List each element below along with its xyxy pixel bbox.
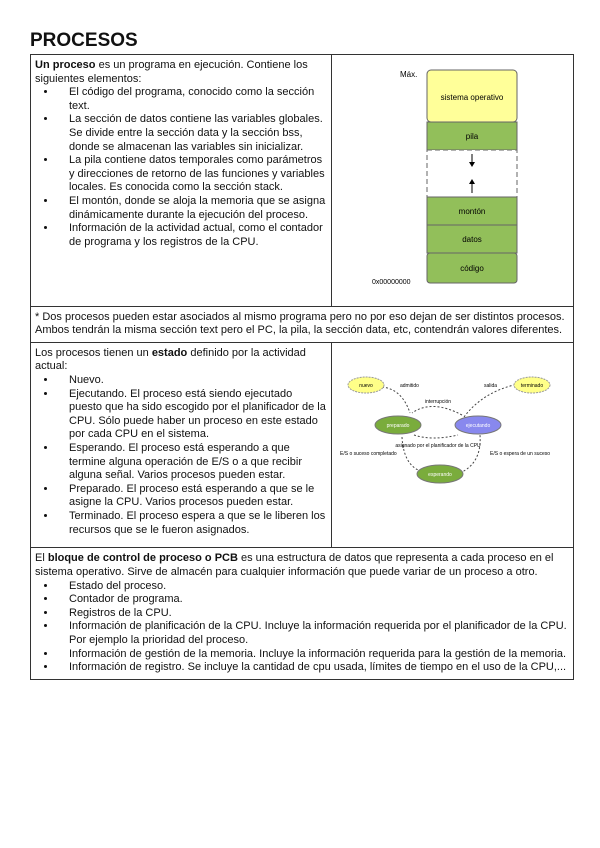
intro: es un programa en ejecución. Contiene los siguientes elementos:: [35, 59, 308, 85]
label: asignado por el planificador de la CPU: [395, 442, 481, 449]
segment-label: montón: [458, 207, 486, 216]
label: preparado: [386, 422, 410, 429]
term: bloque de control de proceso o PCB: [47, 552, 238, 565]
label: ejecutando: [465, 422, 491, 429]
note-text: * Dos procesos pueden estar asociados al mismo programa pero no por eso dejan de ser distintos procesos. Ambos tendrán la misma sección text pero el PC, la pila, la sección data, etc, contendrán valores diferentes.: [35, 310, 565, 337]
list-item: • Información de planificación de la CPU. Incluye la información requerida por el planificador de la CPU. Por ejemplo la prioridad del proceso.: [57, 620, 569, 647]
term: estado: [151, 346, 188, 359]
list-item: • La sección de datos contiene las variables globales. Se divide entre la sección data y la sección bss, donde se almacenan las variables sin inicializar.: [57, 113, 327, 154]
segment-label: código: [460, 264, 484, 273]
states-cell: [31, 342, 332, 548]
list-item: • El código del programa, conocido como la sección text.: [57, 86, 327, 113]
term: Un proceso: [35, 59, 96, 71]
elements-list: [57, 86, 327, 249]
note-cell: [31, 306, 574, 342]
max-label: Máx.: [400, 70, 418, 79]
list-item: • Información de gestión de la memoria. Incluye la información requerida para la gestión de la memoria.: [57, 648, 569, 662]
list-item: • Registros de la CPU.: [57, 607, 569, 621]
label: nuevo: [359, 382, 373, 389]
pcb-list: [57, 580, 569, 675]
label: esperando: [428, 471, 452, 478]
label: terminado: [520, 382, 544, 389]
text: definido por la actividad actual:: [35, 346, 306, 373]
list-item: • Contador de programa.: [57, 593, 569, 607]
state-diagram: [332, 343, 573, 543]
content-table: [30, 54, 574, 680]
list-item: • Nuevo.: [57, 374, 327, 388]
list-item: • El montón, donde se aloja la memoria que se asigna dinámicamente durante la ejecución del proceso.: [57, 195, 327, 222]
label: admitido: [400, 382, 419, 389]
label: E/S o suceso completado: [340, 450, 397, 457]
process-definition-cell: [31, 55, 332, 307]
segment-label: sistema operativo: [440, 93, 504, 102]
label: E/S o espera de un suceso: [490, 450, 551, 457]
list-item: • Esperando. El proceso está esperando a que termine alguna operación de E/S o a que recibir alguna señal. Varios procesos pueden estar.: [57, 442, 327, 483]
state-diagram-cell: [332, 342, 574, 548]
memory-diagram: [332, 55, 573, 301]
text: El: [35, 552, 48, 565]
list-item: • Terminado. El proceso espera a que se le liberen los recursos que se le fueron asignados.: [57, 510, 327, 537]
list-item: • Información de la actividad actual, como el contador de programa y los registros de la CPU.: [57, 222, 327, 249]
pcb-cell: [31, 548, 574, 679]
states-list: [57, 374, 327, 537]
min-label: 0x00000000: [372, 279, 411, 286]
list-item: • Ejecutando. El proceso está siendo ejecutado puesto que ha sido escogido por el planificador de la CPU. Sólo puede haber un proceso en este estado por cada CPU en el sistema.: [57, 388, 327, 442]
page-title: PROCESOS: [30, 30, 138, 51]
label: interrupción: [424, 398, 452, 405]
text: es una estructura de datos que representa a cada proceso en el sistema operativo. Sirve de almacén para cualquier información que puede variar de un proceso a otro.: [35, 552, 554, 578]
list-item: • Información de registro. Se incluye la cantidad de cpu usada, límites de tiempo en el uso de la CPU,...: [57, 661, 569, 675]
segment-label: datos: [462, 235, 482, 244]
list-item: • La pila contiene datos temporales como parámetros y direcciones de retorno de las funciones y variables locales. Es conocida como la sección stack.: [57, 154, 327, 195]
memory-diagram-cell: [332, 55, 574, 307]
list-item: • Estado del proceso.: [57, 580, 569, 594]
text: Los procesos tienen un: [35, 346, 152, 359]
label: salida: [484, 382, 498, 389]
list-item: • Preparado. El proceso está esperando a que se le asigne la CPU. Varios procesos pueden estar.: [57, 483, 327, 510]
segment-label: pila: [465, 132, 479, 141]
